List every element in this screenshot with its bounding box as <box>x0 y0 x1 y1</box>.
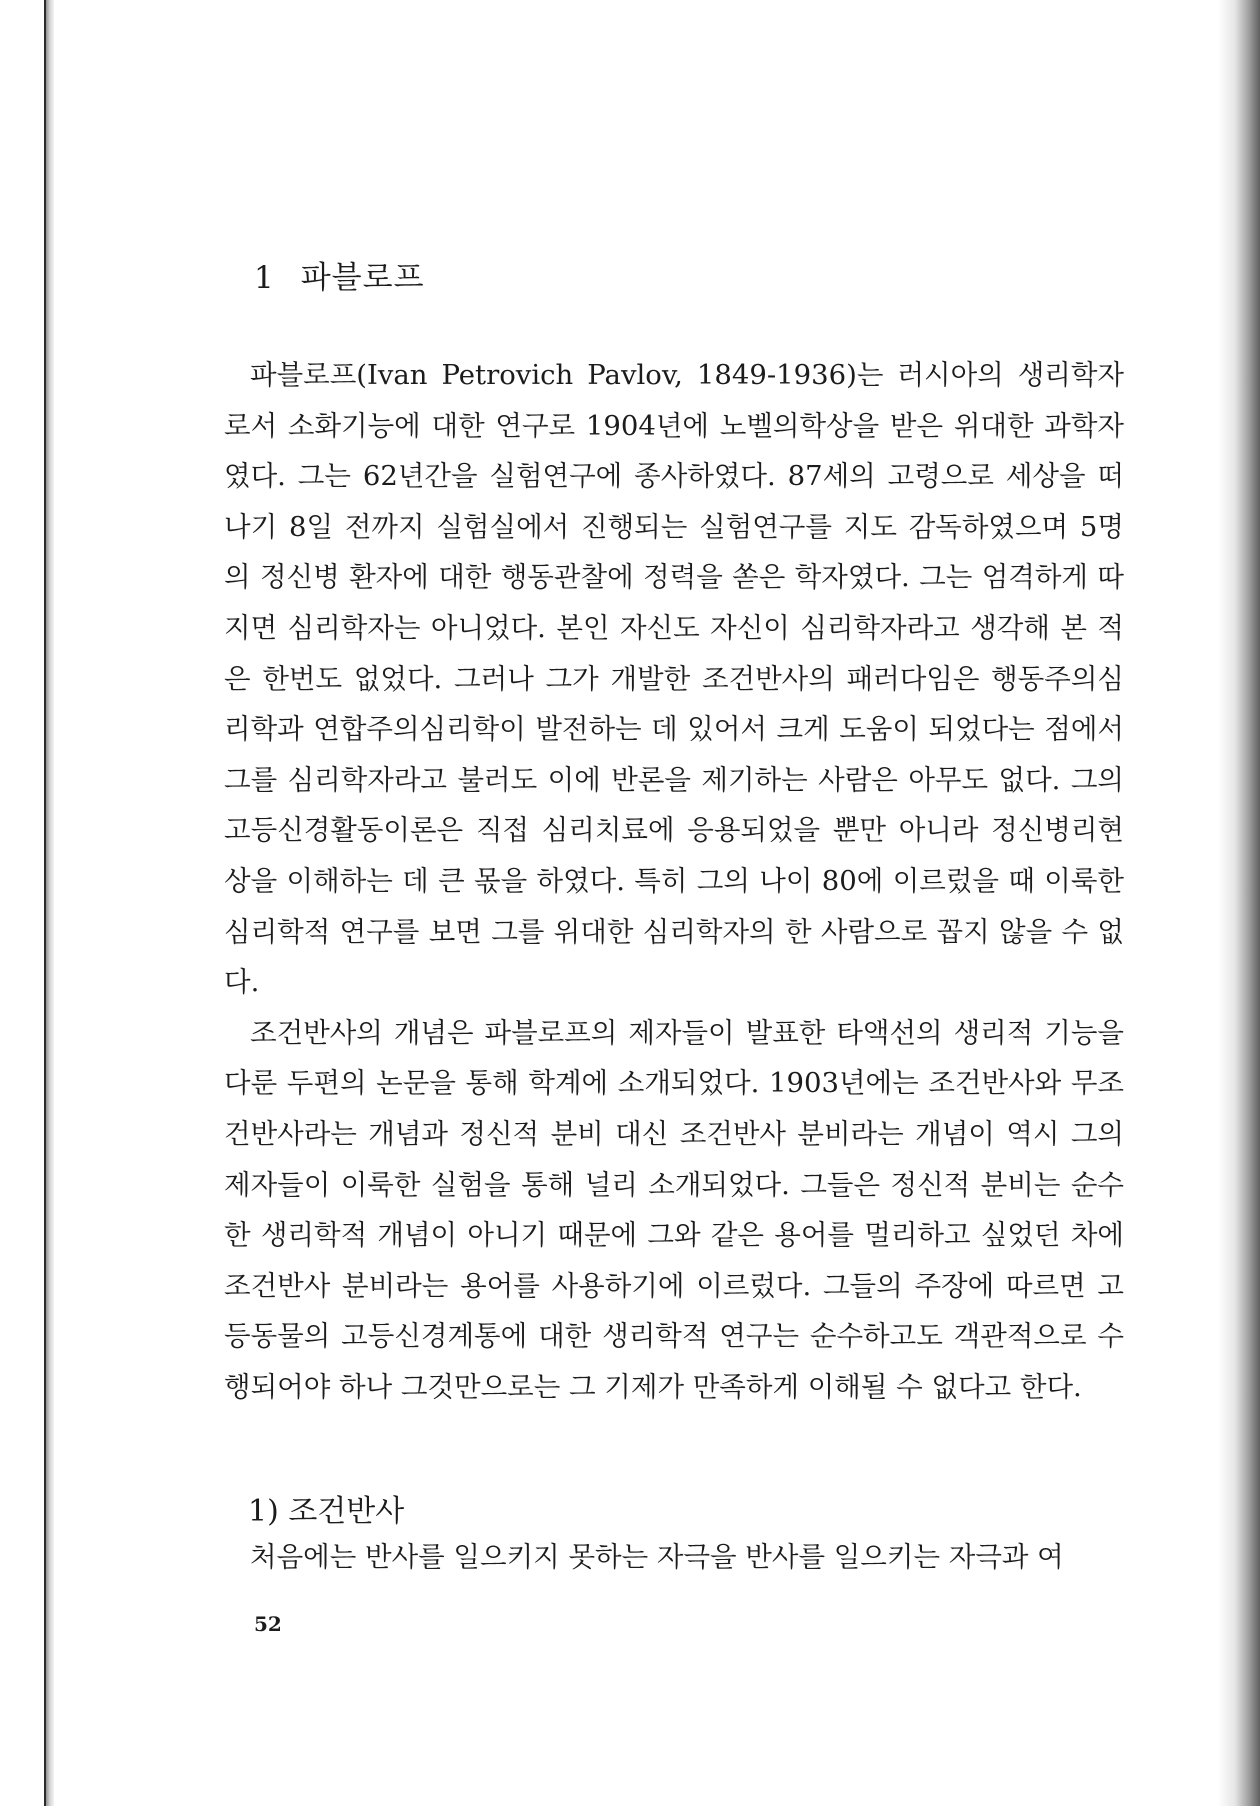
body-text <box>224 350 1124 1412</box>
page-edge-shadow <box>1218 0 1260 1806</box>
subsection-text <box>224 1532 1124 1583</box>
section-heading <box>254 252 425 297</box>
page-number: 52 <box>254 1612 282 1636</box>
section-number: 1 <box>254 260 275 296</box>
paragraph-2: 조건반사의 개념은 파블로프의 제자들이 발표한 타액선의 생리적 기능을 다룬 두편의 논문을 통해 학계에 소개되었다. 1903년에는 조건반사와 무조건반사라는 개념과 정신적 분비 대신 조건반사 분비라는 개념이 역시 그의 제자들이 이룩한 실험을 통해 널리 소개되었다. 그들은 정신적 분비는 순수한 생리학적 개념이 아니기 때문에 그와 같은 용어를 멀리하고 싶었던 차에 조건반사 분비라는 용어를 사용하기에 이르렀다. 그들의 주장에 따르면 고등동물의 고등신경계통에 대한 생리학적 연구는 순수하고도 객관적으로 수행되어야 하나 그것만으로는 그 기제가 만족하게 이해될 수 없다고 한다. <box>224 1016 1124 1403</box>
book-spine-edge <box>44 0 46 1806</box>
subsection-paragraph: 처음에는 반사를 일으키지 못하는 자극을 반사를 일으키는 자극과 여 <box>250 1541 1064 1573</box>
subsection-heading: 1) 조건반사 <box>248 1494 405 1529</box>
paragraph-1: 파블로프(Ivan Petrovich Pavlov, 1849-1936)는 러시아의 생리학자로서 소화기능에 대한 연구로 1904년에 노벨의학상을 받은 위대한 과학자였다. 그는 62년간을 실험연구에 종사하였다. 87세의 고령으로 세상을 떠나기 8일 전까지 실험실에서 진행되는 실험연구를 지도 감독하였으며 5명의 정신병 환자에 대한 행동관찰에 정력을 쏟은 학자였다. 그는 엄격하게 따지면 심리학자는 아니었다. 본인 자신도 자신이 심리학자라고 생각해 본 적은 한번도 없었다. 그러나 그가 개발한 조건반사의 패러다임은 행동주의심리학과 연합주의심리학이 발전하는 데 있어서 크게 도움이 되었다는 점에서 그를 심리학자라고 불러도 이에 반론을 제기하는 사람은 아무도 없다. 그의 고등신경활동이론은 직접 심리치료에 응용되었을 뿐만 아니라 정신병리현상을 이해하는 데 큰 몫을 하였다. 특히 그의 나이 80에 이르렀을 때 이룩한 심리학적 연구를 보면 그를 위대한 심리학자의 한 사람으로 꼽지 않을 수 없다. <box>224 359 1124 999</box>
section-title: 파블로프 <box>300 260 425 296</box>
